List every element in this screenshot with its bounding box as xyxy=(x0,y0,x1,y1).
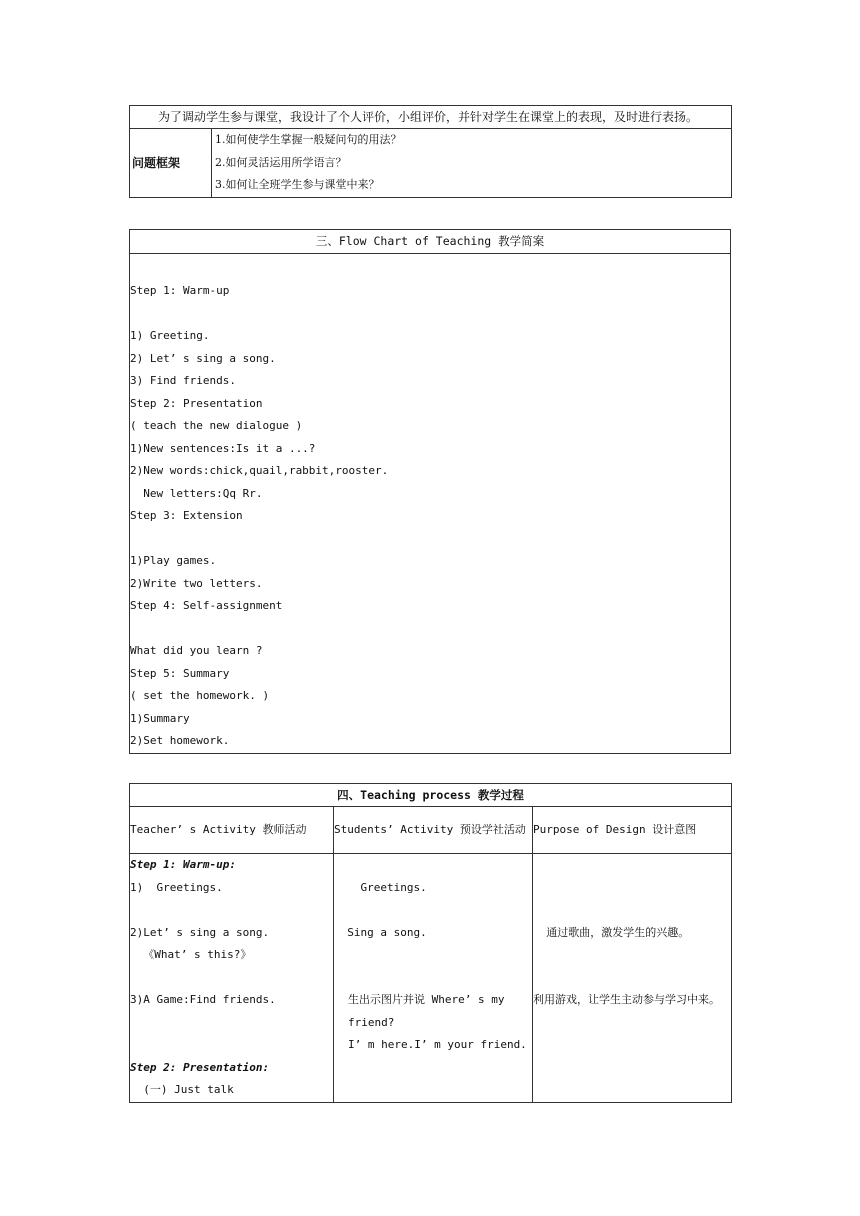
flow-line: 2)New words:chick,quail,rabbit,rooster. xyxy=(130,464,389,477)
question-frame-label: 问题框架 xyxy=(130,129,212,198)
flow-line: Step 5: Summary xyxy=(130,666,230,680)
purpose-line: 利用游戏，让学生主动参与学习中来。 xyxy=(533,993,720,1006)
flow-line xyxy=(130,618,730,641)
flow-line: 2) Let’ s sing a song. xyxy=(130,351,276,365)
flow-line: Step 1: Warm-up xyxy=(130,284,230,297)
teacher-line: (一) Just talk xyxy=(130,1083,234,1096)
student-line: Greetings. xyxy=(334,880,427,894)
step-heading: Step 2: Presentation: xyxy=(130,1060,270,1074)
flow-line: Step 3: Extension xyxy=(130,509,243,522)
flow-line: 3) Find friends. xyxy=(130,374,236,387)
question-list xyxy=(212,129,732,198)
flow-line: 1)Play games. xyxy=(130,554,217,567)
flow-chart-title: 三、Flow Chart of Teaching 教学简案 xyxy=(130,230,731,254)
purpose-line: 通过歌曲，激发学生的兴趣。 xyxy=(533,925,690,939)
flow-line: 1) Greeting. xyxy=(130,329,210,342)
teacher-line: 2)Let’ s sing a song. xyxy=(130,925,270,939)
intro-text: 为了调动学生参与课堂，我设计了个人评价，小组评价，并针对学生在课堂上的表现，及时进行表扬。 xyxy=(130,106,732,129)
step-heading: Step 1: Warm-up: xyxy=(130,858,236,871)
question-item: 2.如何灵活运用所学语言？ xyxy=(215,155,347,169)
flow-line: Step 2: Presentation xyxy=(130,396,263,410)
flow-line: 1)New sentences:Is it a ...? xyxy=(130,441,316,455)
teacher-line: 1) Greetings. xyxy=(130,880,223,894)
flow-line: 1)Summary xyxy=(130,711,190,725)
flow-chart-body xyxy=(130,254,731,754)
question-item: 3.如何让全班学生参与课堂中来？ xyxy=(215,178,380,191)
student-line: I’ m here.I’ m your friend. xyxy=(348,1038,527,1051)
purpose-header: Purpose of Design 设计意图 xyxy=(533,807,732,854)
flow-line: New letters:Qq Rr. xyxy=(130,486,263,500)
teacher-line: 《What’ s this?》 xyxy=(130,948,252,961)
question-item: 1.如何使学生掌握一般疑问句的用法？ xyxy=(215,133,402,146)
teacher-line: 3)A Game:Find friends. xyxy=(130,993,276,1006)
flow-chart-table xyxy=(129,229,731,754)
flow-line: Step 4: Self-assignment xyxy=(130,599,283,612)
students-activity-cell xyxy=(334,854,533,1103)
student-line: Sing a song. xyxy=(334,925,427,939)
flow-line: 2)Set homework. xyxy=(130,734,230,747)
teacher-activity-cell xyxy=(130,854,334,1103)
student-line: 生出示图片并说 Where’ s my friend? xyxy=(348,993,505,1029)
students-activity-header: Students’ Activity 预设学社活动 xyxy=(334,807,533,854)
teaching-process-title: 四、Teaching process 教学过程 xyxy=(130,784,732,807)
teaching-process-table xyxy=(129,783,732,1103)
flow-line xyxy=(130,528,730,551)
flow-line xyxy=(130,303,730,326)
purpose-cell xyxy=(533,854,732,1103)
flow-line: ( set the homework. ) xyxy=(130,689,270,702)
teacher-activity-header: Teacher’ s Activity 教师活动 xyxy=(130,807,334,854)
evaluation-table xyxy=(129,105,732,198)
flow-line: ( teach the new dialogue ) xyxy=(130,419,303,432)
flow-line: What did you learn ? xyxy=(130,644,263,657)
flow-line: 2)Write two letters. xyxy=(130,576,263,590)
